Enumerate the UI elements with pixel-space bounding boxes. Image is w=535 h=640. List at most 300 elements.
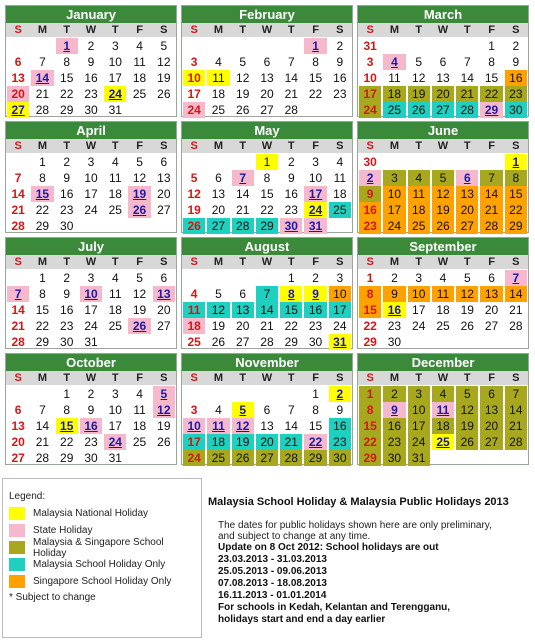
day-cell[interactable]: 15 (31, 186, 53, 202)
weekday-label: S (14, 256, 22, 268)
day-cell: 7 (39, 403, 46, 417)
day-cell: 29 (60, 451, 74, 465)
day-cell[interactable]: 1 (505, 154, 527, 170)
month-december (357, 353, 529, 465)
day-cell: 17 (383, 202, 405, 218)
day-cell: 2 (87, 39, 95, 53)
day-cell: 25 (207, 450, 229, 466)
weekday-label: S (190, 24, 198, 36)
day-cell: 26 (211, 335, 226, 349)
day-cell: 3 (111, 387, 119, 401)
day-cell: 6 (239, 287, 247, 301)
weekday-label: W (437, 140, 449, 152)
day-cell: 8 (359, 402, 381, 418)
weekday-label: M (389, 140, 399, 152)
day-cell: 27 (484, 319, 499, 333)
month-title: September (358, 238, 528, 255)
day-cell[interactable]: 1 (56, 38, 78, 54)
day-cell: 8 (39, 171, 46, 185)
day-cell: 8 (63, 55, 71, 69)
month-april (5, 121, 177, 233)
day-cell: 25 (408, 218, 430, 234)
day-cell[interactable]: 25 (432, 434, 454, 450)
day-cell: 28 (11, 335, 25, 349)
day-cell: 6 (14, 403, 22, 417)
day-cell: 25 (187, 335, 201, 349)
day-cell: 12 (432, 186, 454, 202)
day-cell: 2 (336, 39, 344, 53)
empty-cell (432, 38, 454, 54)
weekday-label: S (336, 256, 344, 268)
day-cell: 28 (480, 218, 502, 234)
weekday-label: F (488, 372, 495, 384)
day-cell: 29 (284, 335, 298, 349)
day-cell: 20 (456, 202, 478, 218)
day-cell[interactable]: 31 (329, 334, 351, 350)
day-cell: 8 (63, 403, 71, 417)
day-cell[interactable]: 12 (232, 418, 254, 434)
day-cell: 18 (432, 418, 454, 434)
day-cell: 8 (359, 286, 381, 302)
day-cell: 18 (211, 87, 226, 101)
day-cell: 10 (183, 70, 205, 86)
info-note: holidays start and end a day earlier (218, 614, 386, 625)
day-cell: 17 (183, 434, 205, 450)
swatch-my-sg (9, 541, 25, 554)
weekday-label: M (37, 140, 47, 152)
day-cell: 18 (183, 318, 205, 334)
day-cell: 3 (190, 403, 198, 417)
day-cell: 20 (157, 303, 171, 317)
legend-label: Malaysia & Singapore School Holiday (33, 536, 164, 559)
month-title: October (6, 354, 176, 371)
day-cell[interactable]: 10 (183, 418, 205, 434)
day-cell: 22 (363, 319, 377, 333)
day-cell: 7 (287, 403, 295, 417)
day-cell: 24 (333, 319, 347, 333)
day-cell[interactable]: 22 (304, 434, 326, 450)
empty-cell (280, 38, 302, 54)
day-cell: 11 (432, 286, 454, 302)
day-cell: 8 (312, 403, 319, 417)
day-cell: 20 (11, 435, 25, 449)
day-cell: 12 (132, 287, 147, 301)
day-cell: 31 (108, 451, 122, 465)
empty-cell (432, 450, 454, 466)
day-cell: 5 (190, 171, 198, 185)
day-cell: 10 (108, 55, 122, 69)
day-cell[interactable]: 16 (80, 418, 102, 434)
day-cell: 11 (333, 171, 347, 185)
weekday-label: T (415, 140, 423, 152)
day-cell[interactable]: 16 (383, 302, 405, 318)
day-cell: 13 (456, 186, 478, 202)
day-cell: 29 (35, 219, 50, 233)
day-cell: 23 (359, 218, 381, 234)
day-cell: 30 (84, 103, 98, 117)
day-cell: 29 (60, 103, 74, 117)
day-cell[interactable]: 24 (304, 202, 326, 218)
month-september (357, 237, 529, 349)
legend-title: Legend: (9, 491, 46, 502)
day-cell: 20 (7, 86, 29, 102)
day-grid (6, 153, 176, 234)
day-cell: 12 (157, 55, 171, 69)
day-cell: 11 (207, 70, 229, 86)
day-cell: 16 (284, 187, 298, 201)
day-cell: 25 (383, 102, 405, 118)
day-cell: 23 (60, 203, 74, 217)
day-cell: 10 (308, 171, 323, 185)
day-cell: 25 (436, 319, 450, 333)
weekday-label: W (85, 256, 97, 268)
empty-cell (7, 270, 29, 286)
day-cell: 23 (60, 319, 74, 333)
day-cell: 8 (488, 55, 495, 69)
empty-cell (153, 218, 175, 234)
empty-cell (329, 218, 351, 234)
empty-cell (505, 334, 527, 350)
day-cell[interactable]: 2 (359, 170, 381, 186)
weekday-label: F (488, 24, 495, 36)
day-cell[interactable]: 7 (232, 170, 254, 186)
month-title: August (182, 238, 352, 255)
day-cell: 24 (412, 319, 426, 333)
weekday-label: M (389, 256, 399, 268)
weekday-label: W (261, 372, 273, 384)
day-cell: 15 (60, 71, 74, 85)
day-cell: 21 (509, 303, 523, 317)
day-cell: 7 (287, 55, 295, 69)
weekday-label: S (512, 256, 520, 268)
day-cell: 8 (263, 171, 271, 185)
weekday-label: W (437, 372, 449, 384)
day-cell: 20 (432, 86, 454, 102)
day-cell[interactable]: 19 (128, 186, 150, 202)
day-cell: 11 (133, 403, 146, 417)
day-cell[interactable]: 29 (480, 102, 502, 118)
weekday-label: T (111, 256, 119, 268)
day-cell: 8 (312, 55, 319, 69)
day-cell: 27 (432, 102, 454, 118)
weekday-label: F (136, 24, 143, 36)
weekday-label: T (111, 372, 119, 384)
day-cell: 14 (256, 302, 278, 318)
day-cell: 15 (484, 71, 499, 85)
day-cell: 4 (439, 271, 447, 285)
day-grid (182, 385, 352, 466)
day-cell: 28 (284, 103, 298, 117)
day-cell[interactable]: 11 (207, 418, 229, 434)
legend-label: Malaysia School Holiday Only (33, 559, 166, 570)
day-cell: 3 (408, 386, 430, 402)
day-cell: 11 (109, 171, 122, 185)
day-cell: 9 (63, 287, 71, 301)
day-cell: 13 (480, 286, 502, 302)
day-cell: 4 (136, 39, 143, 53)
day-cell: 5 (463, 271, 471, 285)
day-cell: 27 (11, 451, 25, 465)
day-cell: 16 (60, 303, 74, 317)
weekday-label: W (437, 256, 449, 268)
day-cell: 26 (157, 435, 171, 449)
day-cell[interactable]: 5 (153, 386, 175, 402)
day-cell: 18 (408, 202, 430, 218)
day-cell: 23 (329, 434, 351, 450)
legend-item-my-only (9, 556, 195, 573)
day-cell: 7 (39, 55, 46, 69)
day-cell: 20 (236, 319, 250, 333)
day-cell: 9 (336, 403, 344, 417)
day-cell: 4 (336, 155, 344, 169)
weekday-label: T (463, 24, 471, 36)
day-cell[interactable]: 15 (56, 418, 78, 434)
month-title: November (182, 354, 352, 371)
day-cell[interactable]: 24 (104, 86, 126, 102)
day-cell: 18 (436, 303, 450, 317)
day-cell: 1 (488, 39, 495, 53)
day-cell: 19 (211, 319, 226, 333)
day-cell: 25 (132, 87, 147, 101)
day-cell[interactable]: 14 (31, 70, 53, 86)
day-cell: 2 (63, 271, 71, 285)
empty-cell (232, 386, 254, 402)
day-cell: 20 (260, 87, 274, 101)
day-cell[interactable]: 17 (304, 186, 326, 202)
weekday-header (6, 139, 176, 153)
weekday-label: W (261, 256, 273, 268)
info-panel (208, 496, 533, 626)
weekday-label: S (512, 372, 520, 384)
weekday-label: M (213, 24, 223, 36)
day-cell: 18 (132, 71, 147, 85)
weekday-label: S (190, 256, 198, 268)
day-cell: 16 (60, 187, 74, 201)
day-cell: 26 (232, 450, 254, 466)
day-cell: 23 (387, 319, 402, 333)
day-cell[interactable]: 6 (456, 170, 478, 186)
day-grid (182, 153, 352, 234)
day-cell[interactable]: 7 (505, 270, 527, 286)
day-cell: 24 (359, 102, 381, 118)
day-grid (358, 153, 528, 234)
day-cell: 11 (183, 302, 205, 318)
day-cell: 7 (480, 170, 502, 186)
weekday-label: T (287, 372, 295, 384)
day-cell[interactable]: 24 (104, 434, 126, 450)
weekday-label: T (63, 24, 71, 36)
weekday-label: S (512, 140, 520, 152)
info-update: Update on 8 Oct 2012: School holidays are out (218, 542, 439, 553)
day-cell: 24 (183, 102, 205, 118)
empty-cell (128, 102, 150, 118)
empty-cell (383, 154, 405, 170)
day-cell: 16 (333, 71, 347, 85)
day-cell: 1 (39, 271, 46, 285)
day-cell: 6 (480, 386, 502, 402)
empty-cell (408, 334, 430, 350)
day-cell: 28 (11, 219, 25, 233)
weekday-label: S (160, 372, 168, 384)
day-cell: 30 (363, 155, 377, 169)
day-cell: 5 (136, 271, 143, 285)
weekday-label: W (437, 24, 449, 36)
day-cell: 10 (408, 402, 430, 418)
month-title: April (6, 122, 176, 139)
day-cell: 20 (256, 434, 278, 450)
day-cell: 4 (111, 155, 119, 169)
day-cell: 27 (480, 434, 502, 450)
weekday-label: T (287, 140, 295, 152)
day-cell: 26 (460, 319, 474, 333)
day-cell: 29 (256, 218, 278, 234)
day-cell[interactable]: 1 (304, 38, 326, 54)
day-cell: 5 (136, 155, 143, 169)
day-cell[interactable]: 30 (280, 218, 302, 234)
day-cell[interactable]: 7 (7, 286, 29, 302)
day-cell: 2 (383, 386, 405, 402)
day-cell: 30 (329, 450, 351, 466)
month-title: June (358, 122, 528, 139)
day-grid (358, 385, 528, 466)
day-cell: 21 (11, 203, 25, 217)
weekday-label: S (14, 372, 22, 384)
month-title: February (182, 6, 352, 23)
day-cell: 6 (160, 271, 168, 285)
day-cell: 27 (157, 319, 171, 333)
weekday-label: T (111, 24, 119, 36)
day-grid (358, 37, 528, 118)
day-cell: 31 (84, 335, 98, 349)
day-cell[interactable]: 2 (329, 386, 351, 402)
day-cell[interactable]: 5 (232, 402, 254, 418)
month-august (181, 237, 353, 349)
legend-label: Singapore School Holiday Only (33, 576, 172, 587)
day-cell: 23 (333, 87, 347, 101)
empty-cell (7, 154, 29, 170)
day-cell: 12 (412, 71, 426, 85)
day-cell: 14 (35, 419, 50, 433)
day-cell: 13 (436, 71, 450, 85)
day-cell: 18 (333, 187, 347, 201)
day-cell: 17 (329, 302, 351, 318)
day-cell: 1 (312, 387, 319, 401)
month-october (5, 353, 177, 465)
day-cell: 3 (87, 271, 95, 285)
day-cell: 11 (408, 186, 430, 202)
empty-cell (256, 270, 278, 286)
day-cell: 27 (236, 335, 250, 349)
day-cell: 23 (308, 319, 323, 333)
day-cell: 13 (480, 402, 502, 418)
day-cell: 1 (366, 271, 374, 285)
weekday-label: F (488, 140, 495, 152)
month-title: January (6, 6, 176, 23)
day-cell: 16 (505, 70, 527, 86)
day-cell: 15 (359, 418, 381, 434)
weekday-label: T (239, 372, 247, 384)
day-cell[interactable]: 12 (153, 402, 175, 418)
empty-cell (329, 102, 351, 118)
day-cell: 7 (463, 55, 471, 69)
empty-cell (153, 334, 175, 350)
day-cell[interactable]: 26 (128, 202, 150, 218)
day-grid (6, 269, 176, 350)
day-cell[interactable]: 9 (304, 286, 326, 302)
day-cell: 29 (363, 335, 377, 349)
day-cell[interactable]: 8 (280, 286, 302, 302)
day-cell: 18 (207, 434, 229, 450)
weekday-label: S (14, 24, 22, 36)
day-cell: 3 (336, 271, 344, 285)
day-cell: 21 (35, 87, 50, 101)
day-cell: 6 (488, 271, 495, 285)
day-cell[interactable]: 13 (153, 286, 175, 302)
day-cell: 2 (391, 271, 398, 285)
empty-cell (304, 102, 326, 118)
day-cell: 2 (312, 271, 319, 285)
day-cell: 19 (157, 71, 171, 85)
day-cell: 12 (456, 402, 478, 418)
day-cell[interactable]: 10 (80, 286, 102, 302)
month-title: December (358, 354, 528, 371)
day-cell[interactable]: 26 (128, 318, 150, 334)
weekday-label: W (85, 372, 97, 384)
day-cell: 27 (456, 218, 478, 234)
day-cell[interactable]: 31 (304, 218, 326, 234)
day-cell: 11 (109, 287, 122, 301)
weekday-header (358, 23, 528, 37)
weekday-label: T (287, 24, 295, 36)
day-cell: 31 (408, 450, 430, 466)
day-cell: 23 (84, 87, 98, 101)
day-grid (182, 269, 352, 350)
day-cell[interactable]: 9 (383, 402, 405, 418)
day-cell: 14 (460, 71, 474, 85)
day-cell: 26 (408, 102, 430, 118)
day-cell: 14 (480, 186, 502, 202)
day-cell[interactable]: 11 (432, 402, 454, 418)
day-cell: 12 (187, 187, 201, 201)
day-cell: 3 (190, 55, 198, 69)
empty-cell (480, 450, 502, 466)
day-cell: 8 (39, 287, 46, 301)
day-cell: 16 (329, 418, 351, 434)
day-cell: 17 (108, 419, 122, 433)
day-cell: 3 (87, 155, 95, 169)
day-cell: 24 (84, 319, 98, 333)
day-cell: 28 (509, 319, 523, 333)
day-cell[interactable]: 27 (7, 102, 29, 118)
day-cell: 24 (183, 450, 205, 466)
day-cell: 6 (14, 55, 22, 69)
empty-cell (432, 334, 454, 350)
day-cell: 13 (232, 302, 254, 318)
empty-cell (7, 386, 29, 402)
day-cell[interactable]: 4 (383, 54, 405, 70)
day-cell: 22 (35, 319, 50, 333)
day-cell: 28 (505, 434, 527, 450)
weekday-label: W (85, 140, 97, 152)
day-cell: 29 (35, 335, 50, 349)
day-cell: 9 (336, 55, 344, 69)
day-cell: 24 (408, 434, 430, 450)
info-date: 16.11.2013 - 01.01.2014 (218, 590, 327, 601)
weekday-header (6, 371, 176, 385)
day-cell: 9 (512, 55, 520, 69)
day-cell: 19 (132, 303, 147, 317)
day-cell: 10 (408, 286, 430, 302)
